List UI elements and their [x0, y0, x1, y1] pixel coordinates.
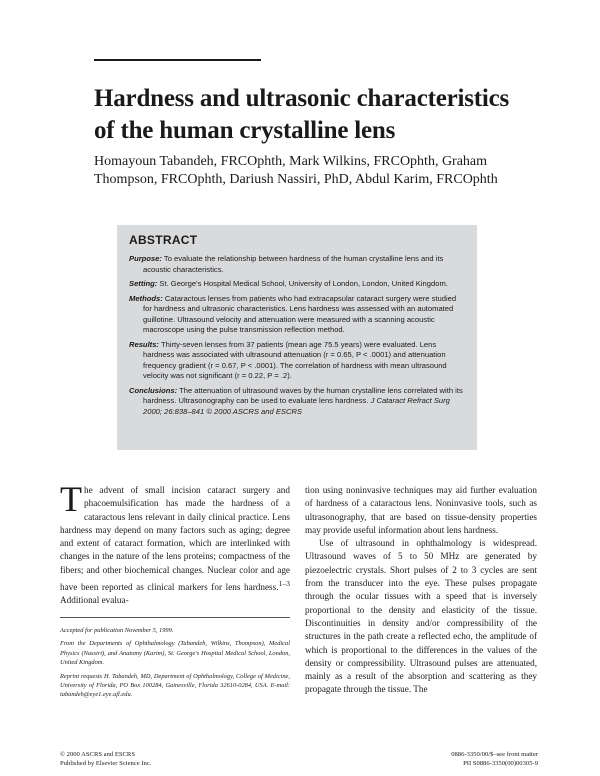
body-column-right	[305, 484, 537, 697]
methods-label: Methods:	[129, 293, 163, 303]
intro-text: he advent of small incision cataract surgery and phacoemulsification has made the hardness of a cataractous lens relevant in daily clinical practice. Lens hardness may depend on many factors such as aging; degree and extent of cataract formation, which are interlinked with changes in the nature of the lens proteins; compactness of the fibers; and other biochemical changes. Nuclear color and age have been reported as clinical markers for lens hardness.	[60, 485, 290, 593]
article-title: Hardness and ultrasonic characteristics of the human crystalline lens	[94, 85, 510, 144]
footnotes	[60, 626, 290, 704]
abstract-conclusions	[129, 386, 465, 418]
results-text: Thirty-seven lenses from 37 patients (mean age 75.5 years) were evaluated. Lens hardness was associated with ultrasound attenuation (r = 0.65, P < .0001) and attenuation frequency gradient (r = 0.67, P < .0001). The correlation of hardness with mean ultrasound velocity was not significant (r = 0.22, P = .2).	[143, 339, 447, 380]
conclusions-text: The attenuation of ultrasound waves by the human crystalline lens correlated with its hardness. Ultrasonography can be used to evaluate lens hardness.	[143, 385, 463, 405]
footer-right	[451, 751, 538, 769]
abstract-box	[117, 225, 477, 450]
conclusions-label: Conclusions:	[129, 385, 178, 395]
footer-left	[60, 751, 151, 769]
journal-citation: J Cataract Refract Surg 2000; 26:838–841 © 2000 ASCRS and ESCRS	[143, 396, 450, 416]
purpose-label: Purpose:	[129, 254, 162, 263]
intro-paragraph-continued: tion using noninvasive techniques may aid further evaluation of hardness of a cataractous lens. Noninvasive tools, such as ultrasonography, that are based on tissue-density properties may provide useful information about lens hardness.	[305, 485, 537, 535]
reprint-note: Reprint requests H. Tabandeh, MD, Department of Ophthalmology, College of Medicine, University of Florida, PO Box 100284, Gainesville, Florida 32610-0284, USA. E-mail: tabandeh@eye1.eye.ufl.edu.	[60, 672, 290, 699]
abstract-setting	[129, 279, 465, 290]
ultrasound-paragraph: Use of ultrasound in ophthalmology is widespread. Ultrasound waves of 5 to 50 MHz are generated by piezoelectric crystals. Short pulses of 2 to 3 cycles are sent from the transducer into the eye. These pulses propagate through the ocular tissues with a speed that is inversely proportional to the density and elasticity of the tissue. Discontinuities in density and/or compressibility of the structures in the path create a reflected echo, the amplitude of which is proportional to the differences in the values of the density or compressibility. Ultrasound pulses are attenuated, mainly as a result of the absorption and scattering as they propagate through the tissue. The	[305, 538, 537, 695]
setting-label: Setting:	[129, 279, 158, 288]
author-list: Homayoun Tabandeh, FRCOphth, Mark Wilkins, FRCOphth, Graham Thompson, FRCOphth, Dariush Nassiri, PhD, Abdul Karim, FRCOphth	[94, 154, 498, 187]
affiliations-note: From the Departments of Ophthalmology (Tabandeh, Wilkins, Thompson), Medical Physics (Nassiri), and Anatomy (Karim), St. George's Hospital Medical School, London, United Kingdom.	[60, 640, 290, 667]
drop-cap: T	[60, 479, 82, 519]
copyright-line: © 2000 ASCRS and ESCRS	[60, 751, 135, 758]
reference-superscript: 1–3	[278, 579, 290, 589]
methods-text: Cataractous lenses from patients who had extracapsular cataract surgery were studied for hardness and ultrasonic characteristics. Lens hardness was assessed with an automated guillotine. Ultrasound velocity and attenuation were measured with a scanning acoustic macroscope using the pulse transmission reflection method.	[143, 293, 457, 334]
publisher-line: Published by Elsevier Science Inc.	[60, 759, 152, 767]
intro-text-end: Additional evalua-	[60, 595, 129, 606]
abstract-results	[129, 340, 465, 382]
accepted-note: Accepted for publication November 5, 1999.	[60, 627, 174, 634]
footnote-divider	[60, 617, 290, 618]
abstract-purpose	[129, 254, 465, 275]
title-rule	[94, 59, 261, 61]
pii-line: PII S0886-3350(00)00305-9	[463, 759, 538, 767]
intro-paragraph	[60, 479, 290, 608]
body-column-left	[60, 479, 290, 608]
abstract-heading: ABSTRACT	[129, 233, 198, 247]
results-label: Results:	[129, 339, 159, 349]
purpose-text: To evaluate the relationship between hardness of the human crystalline lens and its acoustic characteristics.	[143, 254, 444, 274]
abstract-methods	[129, 294, 465, 336]
issn-line: 0886-3350/00/$–see front matter	[451, 751, 538, 758]
setting-text: St. George's Hospital Medical School, University of London, London, United Kingdom.	[159, 279, 448, 288]
